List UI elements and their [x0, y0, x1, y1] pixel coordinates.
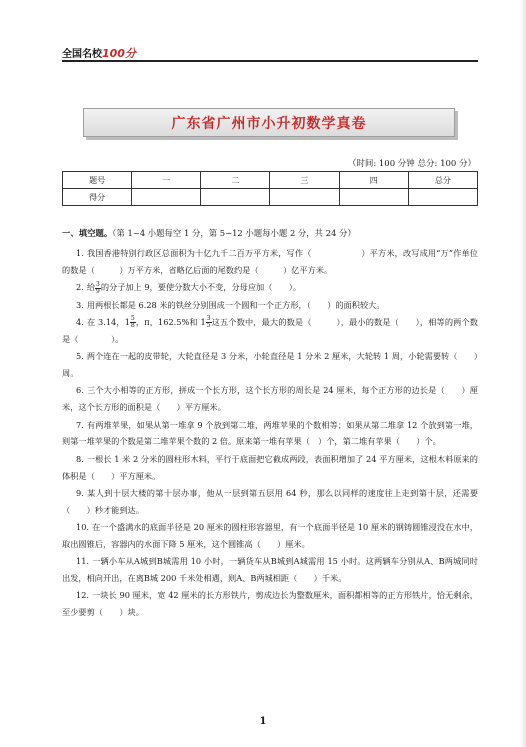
- question-10: [62, 519, 478, 553]
- page-edge-shadow: [520, 0, 526, 747]
- score-row-label: 得分: [63, 189, 132, 206]
- question-text: 一根长 1 米 2 分米的圆柱形木料，平行于底面把它截成两段，表面积增加了 24 平方厘米，这根木料原来的体积是（ ）平方厘米。: [62, 453, 478, 481]
- section-title: 一、填空题。: [62, 228, 113, 238]
- question-9: [62, 485, 478, 519]
- score-table-cell: 总分: [408, 172, 477, 189]
- question-text: ，π，162.5%和 1: [135, 316, 206, 327]
- fraction-numerator: 3: [96, 280, 100, 288]
- question-number: 10.: [76, 522, 90, 533]
- question-list: [62, 245, 478, 622]
- exam-title: 广东省广州市小升初数学真卷: [171, 115, 367, 132]
- question-text: 给: [86, 282, 96, 293]
- question-number: 9.: [76, 487, 84, 498]
- question-text: 在一个盛满水的底面半径是 20 厘米的圆柱形容器里，有一个底面半径是 10 厘米的钢铸圆锥浸没在水中，取出圆锥后，容器内的水面下降 5 厘米，这个圆锥高（ ）厘米。: [62, 522, 478, 549]
- section-heading: [62, 227, 482, 239]
- question-7: [62, 417, 478, 451]
- question-number: 1.: [76, 248, 84, 258]
- question-text: 某人到十层大楼的第十层办事，他从一层到第五层用 64 秒，那么以同样的速度往上走到第十层，还需要（ ）秒才能到达。: [62, 487, 478, 515]
- score-table-header-row: [63, 172, 478, 189]
- question-text: 的分子加上 9，要使分数大小不变，分母应加（ ）。: [100, 282, 302, 293]
- score-table-cell: 三: [270, 172, 339, 189]
- question-11: [62, 553, 478, 587]
- question-number: 12.: [76, 590, 90, 601]
- score-table-cell: 二: [201, 172, 270, 189]
- question-4: [62, 314, 478, 348]
- question-2: [62, 279, 478, 296]
- page-number: 1: [259, 716, 267, 727]
- question-text: 用两根长都是 6.28 米的铁丝分别围成一个圆和一个正方形，（ ）的面积较大。: [86, 299, 385, 310]
- question-number: 4.: [76, 316, 84, 327]
- score-table-cell: 题号: [63, 172, 132, 189]
- score-input-cell: [339, 189, 408, 206]
- question-8: [62, 451, 478, 485]
- question-number: 7.: [76, 419, 84, 430]
- fraction-numerator: 5: [130, 315, 135, 323]
- score-input-cell: [132, 189, 201, 206]
- question-text: 有两堆苹果，如果从第一堆拿 9 个放到第二堆，两堆苹果的个数相等；如果从第二堆拿 12 个放到第一堆，则第一堆苹果的个数是第二堆苹果个数的 2 倍。原来第一堆有苹果（ ）个，第二堆有苹果（ ）个。: [62, 419, 478, 447]
- fraction-denominator: 8: [130, 322, 135, 330]
- fraction-denominator: 9: [96, 287, 100, 295]
- question-number: 8.: [76, 453, 84, 464]
- exam-title-box: [83, 108, 455, 137]
- score-table-cell: 四: [339, 172, 408, 189]
- time-and-score-info: （时间: 100 分钟 总分: 100 分）: [347, 159, 476, 169]
- question-12: [62, 587, 478, 621]
- question-5: [62, 348, 478, 382]
- question-number: 2.: [76, 282, 84, 293]
- fraction-denominator: 5: [206, 322, 211, 330]
- question-text: 在 3.14，1: [86, 316, 130, 327]
- question-1: [62, 245, 478, 279]
- question-number: 5.: [76, 351, 84, 362]
- question-text: 这五个数中，最大的数是（ ），最小的数是（ ），相等的两个数是（ ）。: [62, 316, 478, 344]
- score-input-cell: [270, 189, 339, 206]
- question-number: 3.: [76, 299, 84, 310]
- question-text: 一块长 90 厘米，宽 42 厘米的长方形铁片，剪成边长为整数厘米，面积都相等的正方形铁片，恰无剩余，至少要剪（ ）块。: [62, 590, 478, 618]
- question-text: 两个连在一起的皮带轮，大轮直径是 3 分米，小轮直径是 1 分米 2 厘米，大轮转 1 周，小轮需要转（ ）周。: [62, 351, 478, 378]
- brand-accent: 100分: [102, 47, 136, 60]
- score-table-cell: 一: [132, 172, 201, 189]
- section-note: （第 1~4 小题每空 1 分，第 5~12 小题每小题 2 分，共 24 分）: [112, 228, 356, 238]
- header-brand: [62, 45, 136, 61]
- score-input-cell: [408, 189, 477, 206]
- question-number: 11.: [76, 556, 90, 567]
- brand-prefix: 全国名校: [62, 49, 102, 60]
- question-text: 我国香港特别行政区总面积为十亿九千二百万平方米，写作（ ）平方米，改写成用“万”作单位的数是（ ）万平方米，省略亿后面的尾数约是（ ）亿平方米。: [62, 248, 478, 275]
- fraction-numerator: 3: [206, 315, 211, 323]
- score-table-score-row: [63, 189, 478, 206]
- score-table: [62, 171, 478, 206]
- header-divider: [62, 60, 478, 62]
- question-6: [62, 382, 478, 416]
- question-text: 三个大小相等的正方形，拼成一个长方形，这个长方形的周长是 24 厘米，每个正方形的边长是（ ）厘米，这个长方形的面积是（ ）平方厘米。: [62, 385, 478, 413]
- score-input-cell: [201, 189, 270, 206]
- question-number: 6.: [76, 385, 84, 396]
- question-3: [62, 297, 478, 314]
- question-text: 一辆小车从A城到B城需用 10 小时，一辆货车从B城到A城需用 15 小时。这两辆车分别从A、B两城同时出发，相向开出，在离B城 200 千米处相遇，则A、B两城相距（ ）千米。: [62, 556, 478, 584]
